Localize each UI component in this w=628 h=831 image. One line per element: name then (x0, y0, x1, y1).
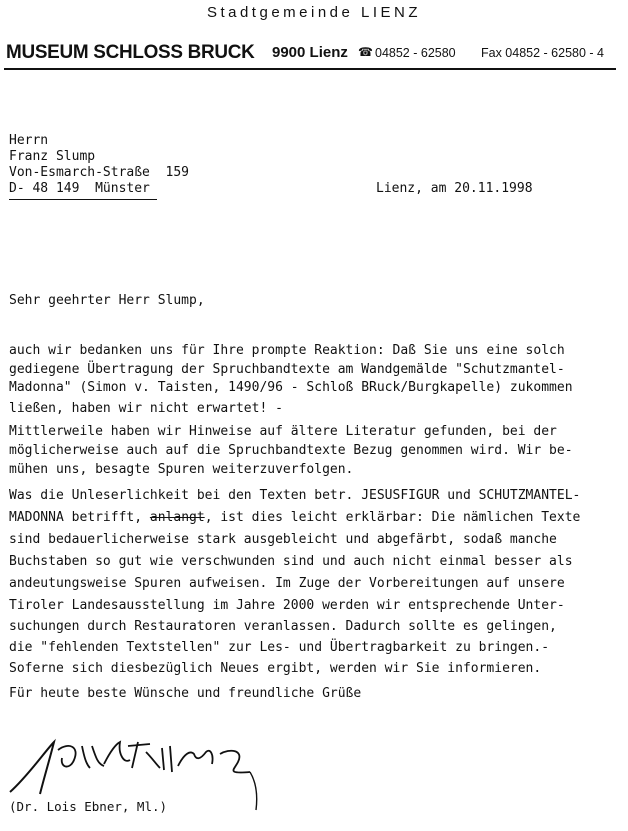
address-underline (9, 199, 157, 200)
body-line (9, 510, 580, 526)
municipality-heading: Stadtgemeinde LIENZ (206, 4, 422, 21)
body-line: die "fehlenden Textstellen" zur Les- und Übertragbarkeit zu bringen.- (9, 640, 550, 655)
body-line: mühen uns, besagte Spuren weiterzuverfolgen. (9, 462, 354, 477)
body-line: sind bedauerlicherweise stark ausgebleicht und abgefärbt, sodaß manche (9, 532, 557, 547)
salutation: Sehr geehrter Herr Slump, (9, 293, 205, 308)
body-line: Was die Unleserlichkeit bei den Texten betr. JESUSFIGUR und SCHUTZMANTEL- (9, 488, 581, 503)
recipient-city: D- 48 149 Münster (9, 181, 150, 196)
telephone-number: 04852 - 62580 (375, 46, 456, 60)
body-line: möglicherweise auch auf die Spruchbandtexte Bezug genommen wird. Wir be- (9, 443, 573, 458)
body-line: Tiroler Landesausstellung im Jahre 2000 werden wir entsprechende Unter- (9, 598, 565, 613)
body-line: Soferne sich diesbezüglich Neues ergibt, werden wir Sie informieren. (9, 661, 542, 676)
letter-date: Lienz, am 20.11.1998 (376, 181, 533, 196)
telephone-icon: ☎ (358, 45, 373, 59)
header-rule (4, 68, 616, 70)
body-line: andeutungsweise Spuren aufweisen. Im Zuge der Vorbereitungen auf unsere (9, 576, 565, 591)
struck-word: anlangt (149, 510, 205, 525)
museum-city: 9900 Lienz (272, 44, 348, 61)
body-text: , ist dies leicht erklärbar: Die nämlichen Texte (204, 510, 581, 525)
body-line: Madonna" (Simon v. Taisten, 1490/96 - Schloß BRuck/Burgkapelle) zukommen (9, 380, 573, 395)
letterhead (6, 41, 618, 67)
body-line: Buchstaben so gut wie verschwunden sind und auch nicht einmal besser als (9, 554, 573, 569)
body-line: suchungen durch Restauratoren veranlassen. Dadurch sollte es gelingen, (9, 619, 557, 634)
signer-name: (Dr. Lois Ebner, Ml.) (9, 799, 168, 814)
recipient-name: Franz Slump (9, 149, 96, 164)
recipient-street: Von-Esmarch-Straße 159 (9, 165, 190, 180)
closing-phrase: Für heute beste Wünsche und freundliche Grüße (9, 686, 362, 701)
body-line: auch wir bedanken uns für Ihre prompte Reaktion: Daß Sie uns eine solch (9, 343, 565, 358)
museum-name: MUSEUM SCHLOSS BRUCK (6, 41, 255, 63)
body-line: Mittlerweile haben wir Hinweise auf ältere Literatur gefunden, bei der (9, 424, 557, 439)
body-line: ließen, haben wir nicht erwartet! - (9, 401, 283, 416)
recipient-title: Herrn (9, 133, 49, 148)
fax-number: Fax 04852 - 62580 - 4 (481, 46, 604, 60)
body-line: gediegene Übertragung der Spruchbandtexte am Wandgemälde "Schutzmantel- (9, 362, 565, 377)
body-text: MADONNA betrifft, (9, 510, 150, 525)
